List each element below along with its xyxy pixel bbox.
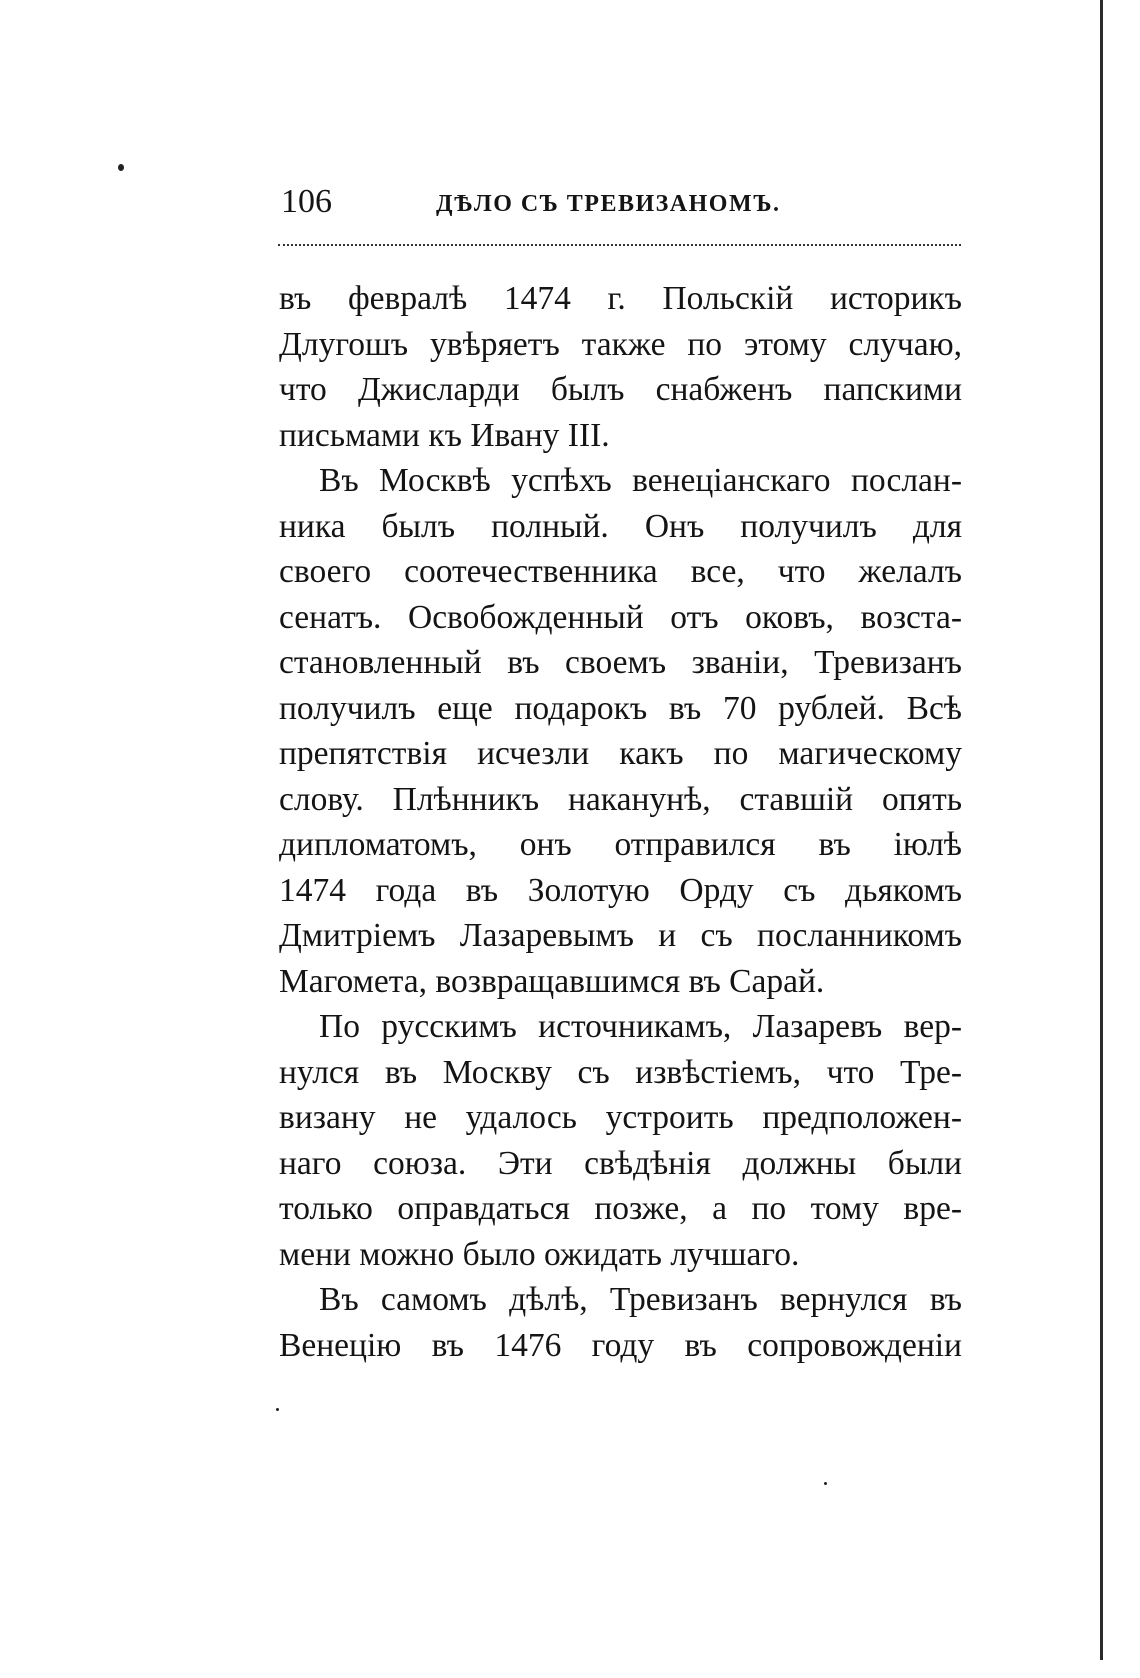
text-line: дипломатомъ, онъ отправился въ іюлѣ [279,826,962,863]
paragraph [279,276,962,458]
page-edge-line [1100,0,1103,1660]
body-text [279,276,962,1368]
text-line: мени можно было ожидать лучшаго. [279,1235,800,1273]
paragraph [279,458,962,1004]
print-speck [118,164,124,171]
text-line: визану не удалось устроить предположен- [279,1099,962,1136]
print-speck [824,1482,827,1485]
text-line: По русскимъ источникамъ, Лазаревъ вер- [319,1008,962,1045]
text-line: нулся въ Москву съ извѣстіемъ, что Тре- [279,1053,962,1091]
paragraph [279,1004,962,1277]
paragraph [279,1277,962,1368]
text-line: Въ самомъ дѣлѣ, Тревизанъ вернулся въ [319,1281,962,1318]
text-line: наго союза. Эти свѣдѣнія должны были [279,1144,962,1182]
running-title: ДѢЛО СЪ ТРЕВИЗАНОМЪ. [436,191,781,217]
text-line: получилъ еще подарокъ въ 70 рублей. Всѣ [279,689,962,727]
text-line: въ февралѣ 1474 г. Польскій историкъ [279,280,962,317]
text-line: письмами къ Ивану III. [279,416,610,454]
page-number: 106 [281,183,332,220]
text-line: 1474 года въ Золотую Орду съ дьякомъ [279,871,962,909]
text-line: своего соотечественника все, что желалъ [279,553,962,590]
text-line: Въ Москвѣ успѣхъ венеціанскаго послан- [319,462,962,499]
text-line: слову. Плѣнникъ наканунѣ, ставшій опять [279,780,962,818]
text-line: Дмитріемъ Лазаревымъ и съ посланникомъ [279,917,962,954]
text-line: Длугошъ увѣряетъ также по этому случаю, [279,325,962,363]
text-line: Венецію въ 1476 году въ сопровожденіи [279,1326,962,1364]
text-line: только оправдаться позже, а по тому вре- [279,1190,962,1227]
page-header [281,178,961,226]
text-line: что Джисларди былъ снабженъ папскими [279,371,962,408]
text-line: препятствія исчезли какъ по магическому [279,735,962,772]
text-line: Магомета, возвращавшимся въ Сарай. [279,962,825,1000]
text-line: становленный въ своемъ званіи, Тревизанъ [279,644,962,681]
text-line: ника былъ полный. Онъ получилъ для [279,507,962,545]
header-rule [278,244,961,246]
text-line: сенатъ. Освобожденный отъ оковъ, возста- [279,598,962,636]
print-speck [276,1408,279,1411]
